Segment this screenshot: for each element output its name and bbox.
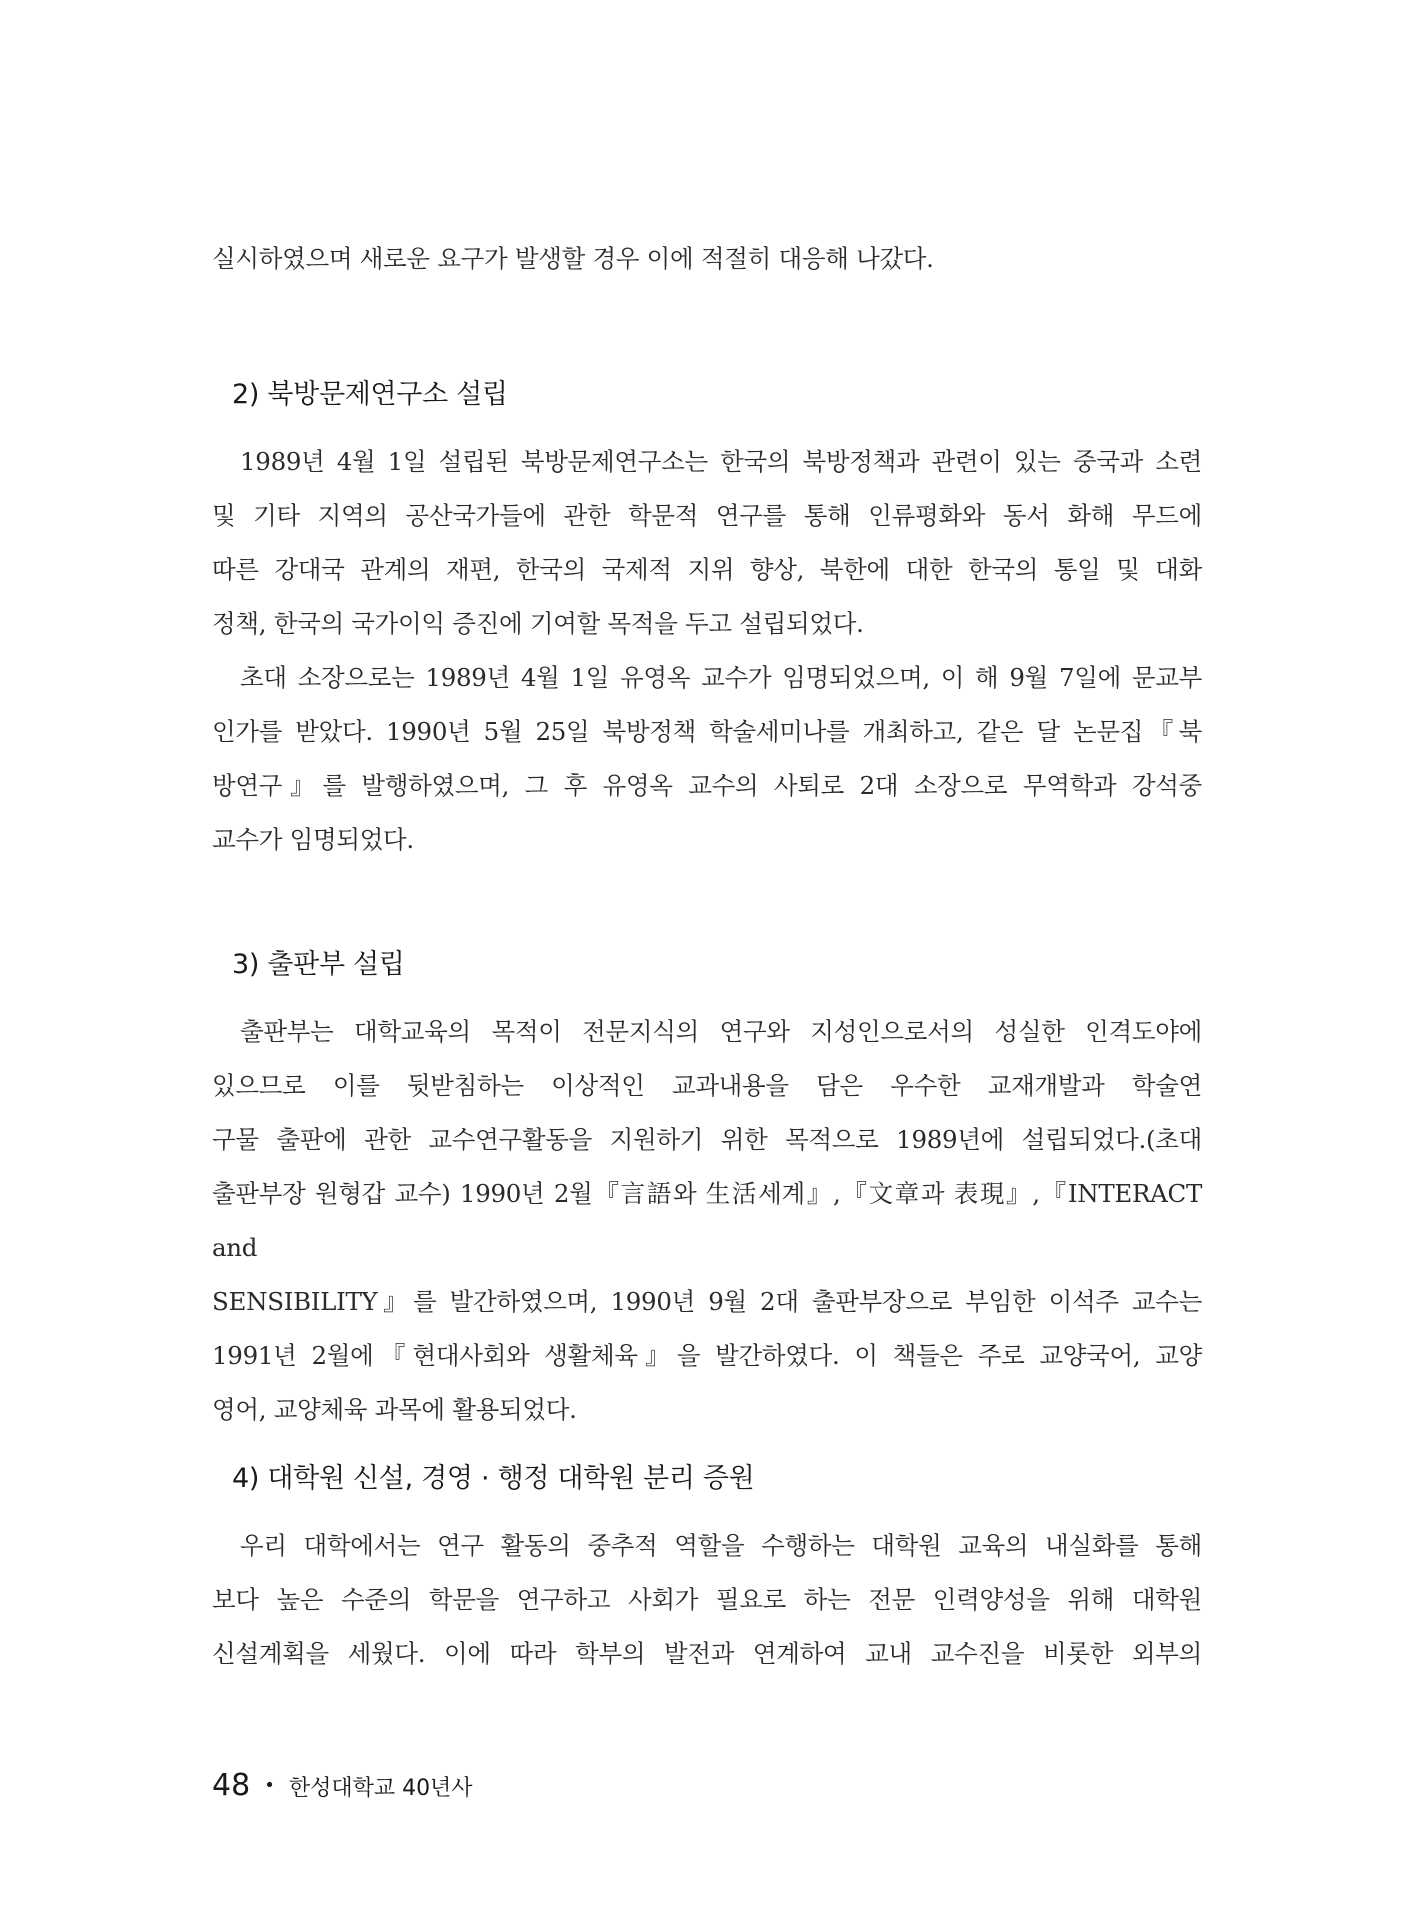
section-2-paragraph-1	[212, 435, 1202, 651]
text-line: 우리 대학에서는 연구 활동의 중추적 역할을 수행하는 대학원 교육의 내실화를 통해	[240, 1531, 1202, 1560]
text-line: 인가를 받았다. 1990년 5월 25일 북방정책 학술세미나를 개최하고, 같은 달 논문집『북	[212, 717, 1202, 746]
page-number: 48	[212, 1768, 251, 1803]
text-line: 있으므로 이를 뒷받침하는 이상적인 교과내용을 담은 우수한 교재개발과 학술연	[212, 1071, 1202, 1100]
text-line: 1989년 4월 1일 설립된 북방문제연구소는 한국의 북방정책과 관련이 있는 중국과 소련	[240, 447, 1202, 476]
text-line: 신설계획을 세웠다. 이에 따라 학부의 발전과 연계하여 교내 교수진을 비롯한 외부의	[212, 1639, 1202, 1668]
text-line: 구물 출판에 관한 교수연구활동을 지원하기 위한 목적으로 1989년에 설립되었다.(초대	[212, 1125, 1202, 1154]
text-line: SENSIBILITY』를 발간하였으며, 1990년 9월 2대 출판부장으로 부임한 이석주 교수는	[212, 1287, 1202, 1316]
text-line: 및 기타 지역의 공산국가들에 관한 학문적 연구를 통해 인류평화와 동서 화해 무드에	[212, 501, 1202, 530]
text-line: 실시하였으며 새로운 요구가 발생할 경우 이에 적절히 대응해 나갔다.	[212, 244, 934, 273]
text-line: 영어, 교양체육 과목에 활용되었다.	[212, 1395, 577, 1424]
section-2-paragraph-2	[212, 651, 1202, 867]
page-footer	[212, 1768, 473, 1803]
text-line: 1991년 2월에『현대사회와 생활체육』을 발간하였다. 이 책들은 주로 교양국어, 교양	[212, 1341, 1202, 1370]
section-heading-3: 3) 출판부 설립	[232, 949, 405, 980]
text-line: 초대 소장으로는 1989년 4월 1일 유영옥 교수가 임명되었으며, 이 해 9월 7일에 문교부	[240, 663, 1202, 692]
book-title: 한성대학교 40년사	[288, 1776, 473, 1801]
text-line: 보다 높은 수준의 학문을 연구하고 사회가 필요로 하는 전문 인력양성을 위해 대학원	[212, 1585, 1202, 1614]
text-line: 방연구』를 발행하였으며, 그 후 유영옥 교수의 사퇴로 2대 소장으로 무역학과 강석중	[212, 771, 1202, 800]
section-heading-2: 2) 북방문제연구소 설립	[232, 379, 508, 410]
continuation-paragraph	[212, 232, 1202, 286]
text-line: 출판부는 대학교육의 목적이 전문지식의 연구와 지성인으로서의 성실한 인격도야에	[240, 1017, 1202, 1046]
section-heading-4: 4) 대학원 신설, 경영 · 행정 대학원 분리 증원	[232, 1463, 755, 1494]
text-line: 따른 강대국 관계의 재편, 한국의 국제적 지위 향상, 북한에 대한 한국의 통일 및 대화	[212, 555, 1202, 584]
bullet-separator: •	[264, 1775, 275, 1796]
text-line: 출판부장 원형갑 교수) 1990년 2월『言語와 生活세계』,『文章과 表現』,『INTERACT and	[212, 1179, 1202, 1262]
section-3-paragraph-1	[212, 1005, 1202, 1437]
text-line: 교수가 임명되었다.	[212, 825, 414, 854]
section-4-paragraph-1	[212, 1519, 1202, 1681]
text-line: 정책, 한국의 국가이익 증진에 기여할 목적을 두고 설립되었다.	[212, 609, 864, 638]
